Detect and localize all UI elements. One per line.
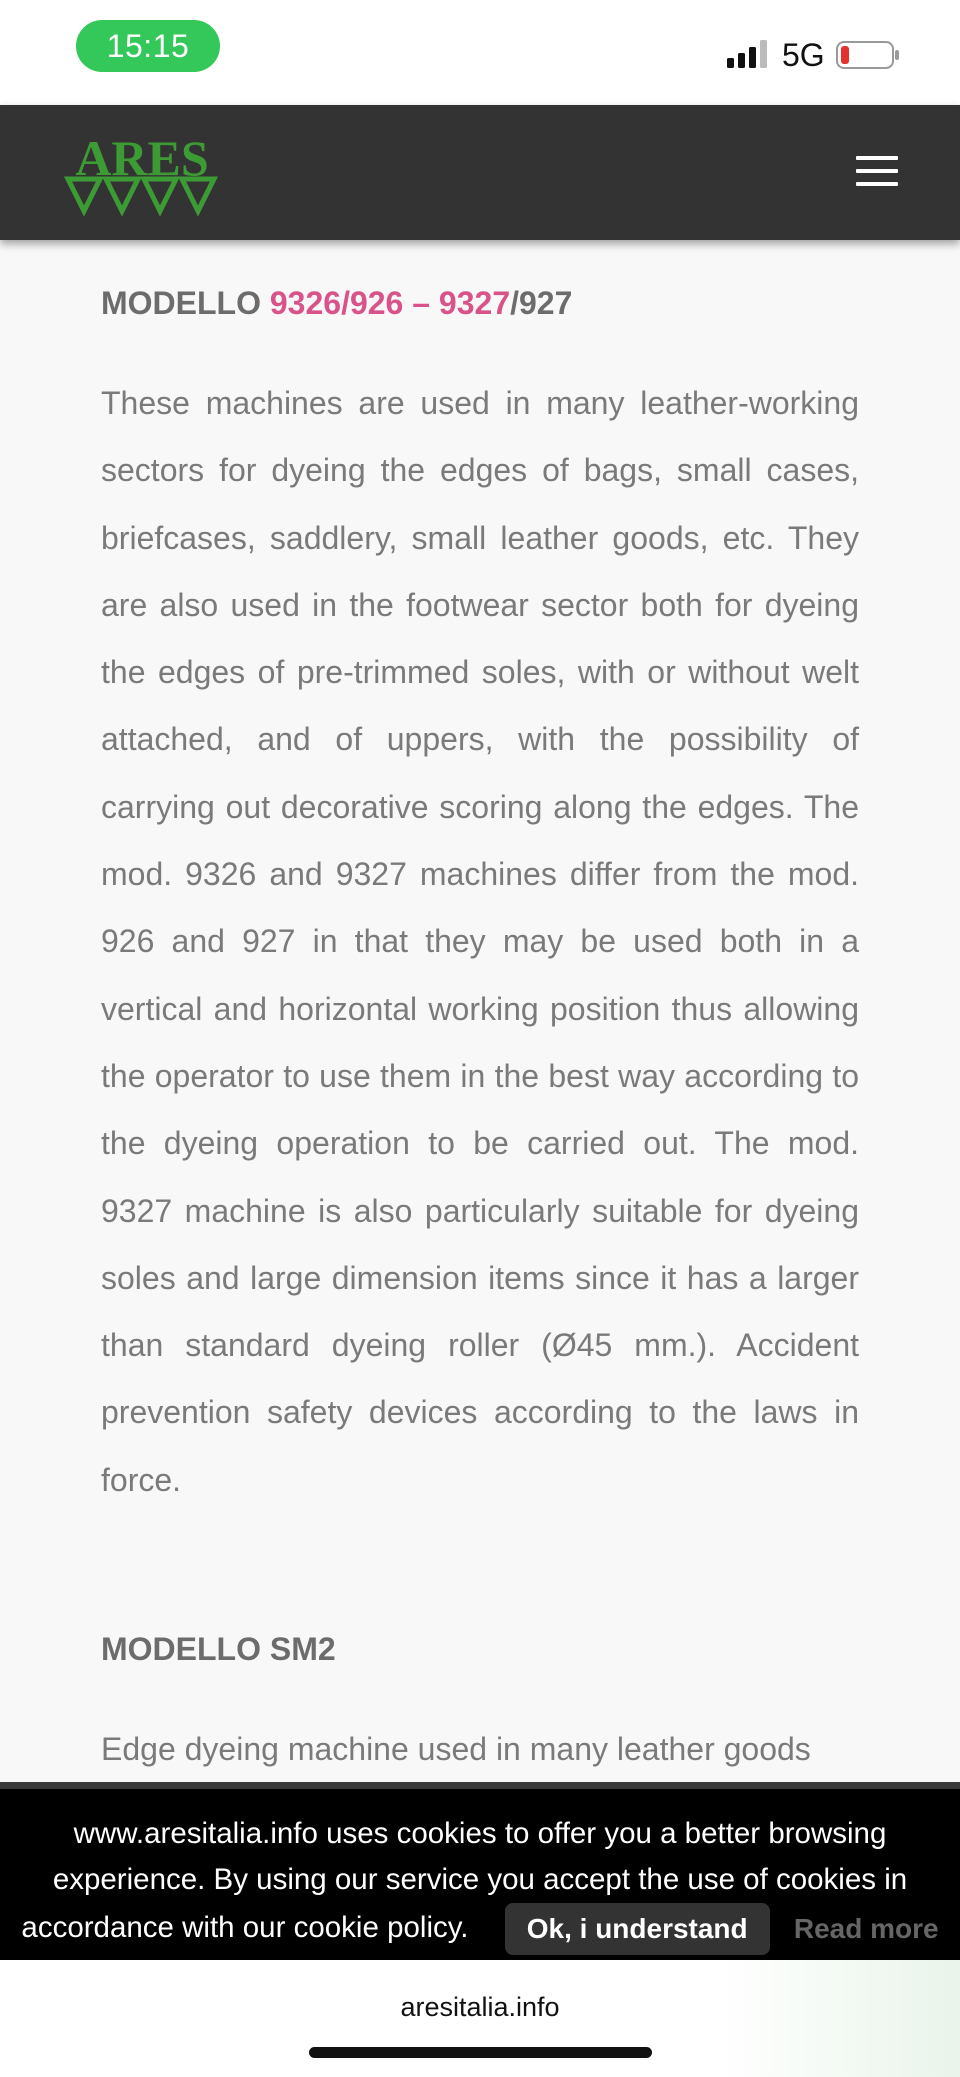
signal-icon: [727, 40, 771, 68]
model-numbers-link[interactable]: 9326/926 – 9327: [269, 285, 511, 321]
site-header: [0, 105, 960, 240]
model-description: These machines are used in many leather-working sectors for dyeing the edges of bags, small cases, briefcases, saddlery, small leather goods, etc. They are also used in the footwear sector both for dyeing the edges of pre-trimmed soles, with or without welt attached, and of uppers, with the possibility of carrying out decorative scoring along the edges. The mod. 9326 and 9327 machines differ from the mod. 926 and 927 in that they may be used both in a vertical and horizontal working position thus allowing the operator to use them in the best way according to the dyeing operation to be carried out. The mod. 9327 machine is also particularly suitable for dyeing soles and large dimension items since it has a larger than standard dyeing roller (Ø45 mm.). Accident prevention safety devices according to the laws in force.: [101, 385, 859, 1498]
cookie-accept-button[interactable]: Ok, i understand: [505, 1903, 770, 1955]
browser-address-bar[interactable]: [0, 1960, 960, 2077]
model-heading-9326: [101, 280, 572, 326]
cookie-message: www.aresitalia.info uses cookies to offer you a better browsing experience. By using our service you accept the use of cookies in accordance with our cookie policy.: [21, 1817, 908, 1944]
url-label[interactable]: aresitalia.info: [400, 1992, 560, 2022]
svg-text:ARES: ARES: [75, 130, 209, 186]
menu-icon[interactable]: [856, 156, 898, 188]
status-time: 15:15: [76, 20, 220, 72]
model-heading-sm2: MODELLO SM2: [101, 1631, 336, 1667]
sm2-description: Edge dyeing machine used in many leather goods: [101, 1731, 811, 1767]
ares-logo[interactable]: [64, 129, 220, 217]
home-indicator[interactable]: [309, 2047, 652, 2058]
cookie-banner: [0, 1782, 960, 1960]
status-bar: [0, 0, 960, 105]
model-prefix: MODELLO: [101, 285, 261, 321]
network-label: 5G: [782, 37, 825, 73]
model-suffix: /927: [510, 285, 573, 321]
cookie-read-more-link[interactable]: Read more: [793, 1913, 939, 1944]
cookie-text-block: [0, 1811, 960, 1955]
battery-icon: [836, 40, 900, 70]
